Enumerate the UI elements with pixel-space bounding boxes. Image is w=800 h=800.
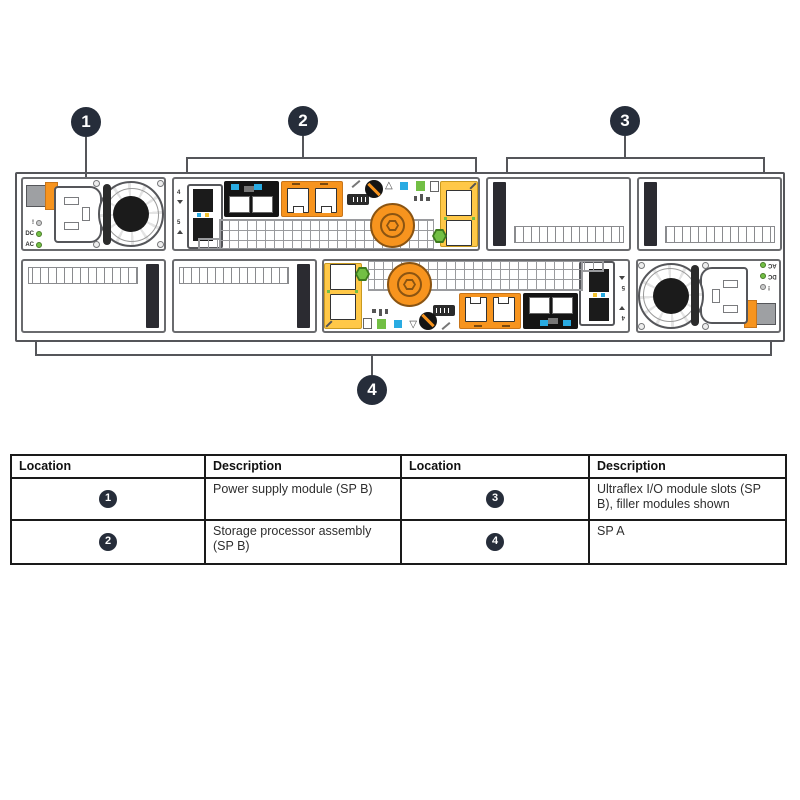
rj45-port xyxy=(493,297,515,322)
port-led-icon xyxy=(355,290,358,293)
callout-1-number: 1 xyxy=(81,112,91,131)
sfp-cage xyxy=(529,297,550,314)
filler-handle-bar xyxy=(493,182,506,246)
port-led-icon xyxy=(444,217,447,220)
fan-hub xyxy=(113,196,149,232)
location-badge: 2 xyxy=(99,533,117,551)
filler-handle-bar xyxy=(644,182,657,246)
arrow-down-icon xyxy=(619,306,625,310)
port-label-mark xyxy=(292,183,300,185)
leader-line-2-bracket xyxy=(186,157,477,159)
port-led-icon xyxy=(563,320,571,326)
fan-hub xyxy=(653,278,689,314)
mgmt-rj45-port xyxy=(330,264,356,290)
psu-led-fault-label: ! xyxy=(32,219,34,226)
callout-1 xyxy=(71,107,101,137)
ethernet-ports-panel xyxy=(281,181,343,217)
sfp-io-ports xyxy=(224,181,279,217)
leader-line-3-bracket xyxy=(506,157,765,159)
leader-line-3-tick-right xyxy=(763,157,765,172)
sas-port xyxy=(589,298,609,321)
green-marker-icon xyxy=(377,319,386,329)
mgmt-rj45-port xyxy=(446,190,472,216)
vent-grid xyxy=(582,261,604,272)
screw-icon xyxy=(638,323,645,330)
dc-led-icon xyxy=(760,274,766,280)
callout-2-number: 2 xyxy=(298,111,308,130)
screw-icon xyxy=(702,262,709,269)
esd-icon xyxy=(385,309,388,314)
psu-handle xyxy=(691,265,699,326)
ac-led-icon xyxy=(36,242,42,248)
table-cell-description: SP A xyxy=(597,524,625,538)
callout-3 xyxy=(610,106,640,136)
port-led-icon xyxy=(540,320,548,326)
psu-led-fault xyxy=(753,283,777,292)
location-badge: 4 xyxy=(486,533,504,551)
label-plate xyxy=(363,318,372,329)
rj45-port xyxy=(315,188,337,213)
table-cell-description: Ultraflex I/O module slots (SP B), filler modules shown xyxy=(590,479,785,521)
esd-icon xyxy=(379,309,382,316)
power-supply-spb xyxy=(21,177,166,251)
wrench-icon xyxy=(352,180,361,188)
callout-4-number: 4 xyxy=(367,380,377,399)
sas-port xyxy=(193,189,213,212)
thumbscrew-icon xyxy=(370,203,415,248)
filler-handle-bar xyxy=(146,264,159,328)
psu-led-dc-label: DC xyxy=(768,273,777,280)
psu-led-ac-label: AC xyxy=(25,241,34,248)
port-led-icon xyxy=(472,217,475,220)
ac-led-icon xyxy=(760,263,766,269)
screw-icon xyxy=(93,241,100,248)
esd-icon xyxy=(372,309,376,313)
pencil-icon xyxy=(469,182,476,189)
table-cell-description: Power supply module (SP B) xyxy=(206,479,402,521)
io-filler-module xyxy=(486,177,631,251)
port-led-icon xyxy=(231,184,239,190)
esd-icon xyxy=(420,194,423,201)
psu-led-dc xyxy=(25,229,49,238)
ethernet-ports-panel xyxy=(459,293,521,329)
warning-triangle-icon: △ xyxy=(385,180,393,191)
rj45-port xyxy=(287,188,309,213)
leader-line-4-tick-right xyxy=(770,340,772,356)
blue-marker-icon xyxy=(394,320,402,328)
port-label-mark xyxy=(502,325,510,327)
label-plate xyxy=(430,181,439,192)
screw-icon xyxy=(93,180,100,187)
filler-vent-slots xyxy=(28,267,138,284)
psu-handle xyxy=(103,184,111,245)
no-tools-icon xyxy=(419,312,437,330)
io-filler-module xyxy=(21,259,166,333)
callout-4 xyxy=(357,375,387,405)
callout-2 xyxy=(288,106,318,136)
arrow-down-icon xyxy=(177,200,183,204)
io-filler-module xyxy=(637,177,782,251)
location-badge: 1 xyxy=(99,490,117,508)
sfp-cage xyxy=(252,196,273,213)
rj45-port xyxy=(465,297,487,322)
leader-line-3-stem xyxy=(624,136,626,158)
sfp-io-ports xyxy=(523,293,578,329)
leader-line-2-tick-left xyxy=(186,157,188,172)
no-tools-icon xyxy=(365,180,383,198)
power-inlet-icon xyxy=(700,267,748,324)
leader-line-2-tick-right xyxy=(475,157,477,172)
power-connector-block xyxy=(756,303,776,325)
mgmt-rj45-port xyxy=(446,220,472,246)
table-header-location-2: Location xyxy=(402,456,590,479)
port-led-icon xyxy=(327,290,330,293)
sfp-cage xyxy=(229,196,250,213)
psu-led-fault xyxy=(25,218,49,227)
fault-led-icon xyxy=(36,220,42,226)
table-header-description-2: Description xyxy=(590,456,785,479)
location-badge: 3 xyxy=(486,490,504,508)
fault-led-icon xyxy=(205,213,209,217)
pencil-icon xyxy=(325,320,332,327)
vent-grid xyxy=(198,238,220,249)
port-label-mark xyxy=(474,325,482,327)
blue-marker-icon xyxy=(400,182,408,190)
leader-line-4-tick-left xyxy=(35,340,37,356)
leader-line-3-tick-left xyxy=(506,157,508,172)
usb-port xyxy=(433,305,455,316)
sas-port-4-label: 4 xyxy=(177,190,181,196)
arrow-up-icon xyxy=(619,276,625,280)
esd-icon xyxy=(414,196,417,201)
sas-port-4-label: 4 xyxy=(621,314,625,320)
thumbscrew-icon xyxy=(387,262,432,307)
esd-icon xyxy=(426,197,430,201)
filler-vent-slots xyxy=(514,226,624,243)
green-marker-icon xyxy=(416,181,425,191)
warning-triangle-icon: △ xyxy=(409,319,417,330)
dc-led-icon xyxy=(36,231,42,237)
power-supply-spa xyxy=(636,259,781,333)
table-row xyxy=(402,479,590,521)
table-header-description-1: Description xyxy=(206,456,402,479)
location-description-table xyxy=(10,454,787,565)
power-inlet-icon xyxy=(54,186,102,243)
table-header-location-1: Location xyxy=(12,456,206,479)
leader-line-2-stem xyxy=(302,136,304,158)
screw-icon xyxy=(157,180,164,187)
link-led-icon xyxy=(197,213,201,217)
psu-led-ac xyxy=(753,261,777,270)
storage-processor-spa xyxy=(322,259,630,333)
power-connector-block xyxy=(26,185,46,207)
psu-led-fault-label: ! xyxy=(768,284,770,291)
link-led-icon xyxy=(601,293,605,297)
leader-line-1 xyxy=(85,137,87,177)
filler-vent-slots xyxy=(665,226,775,243)
port-glyph xyxy=(244,186,254,192)
io-filler-module xyxy=(172,259,317,333)
sas-port-5-label: 5 xyxy=(621,284,625,290)
psu-led-dc xyxy=(753,272,777,281)
fault-led-icon xyxy=(760,285,766,291)
table-row xyxy=(12,479,206,521)
storage-processor-spb xyxy=(172,177,480,251)
usb-port xyxy=(347,194,369,205)
enclosure-chassis xyxy=(15,172,785,342)
fault-led-icon xyxy=(593,293,597,297)
screw-icon xyxy=(638,262,645,269)
sfp-cage xyxy=(552,297,573,314)
table-cell-description: Storage processor assembly (SP B) xyxy=(206,521,402,563)
psu-led-ac xyxy=(25,240,49,249)
port-led-icon xyxy=(254,184,262,190)
arrow-up-icon xyxy=(177,230,183,234)
wrench-icon xyxy=(442,322,451,330)
sas-port xyxy=(589,269,609,292)
callout-3-number: 3 xyxy=(620,111,630,130)
leader-line-4-stem xyxy=(371,354,373,375)
psu-led-dc-label: DC xyxy=(25,230,34,237)
filler-handle-bar xyxy=(297,264,310,328)
sas-port-5-label: 5 xyxy=(177,220,181,226)
port-label-mark xyxy=(320,183,328,185)
leader-line-4-bracket xyxy=(35,354,772,356)
table-row xyxy=(12,521,206,563)
port-glyph xyxy=(548,318,558,324)
mgmt-rj45-port xyxy=(330,294,356,320)
screw-icon xyxy=(702,323,709,330)
table-row xyxy=(402,521,590,563)
screw-icon xyxy=(157,241,164,248)
psu-led-ac-label: AC xyxy=(768,262,777,269)
filler-vent-slots xyxy=(179,267,289,284)
